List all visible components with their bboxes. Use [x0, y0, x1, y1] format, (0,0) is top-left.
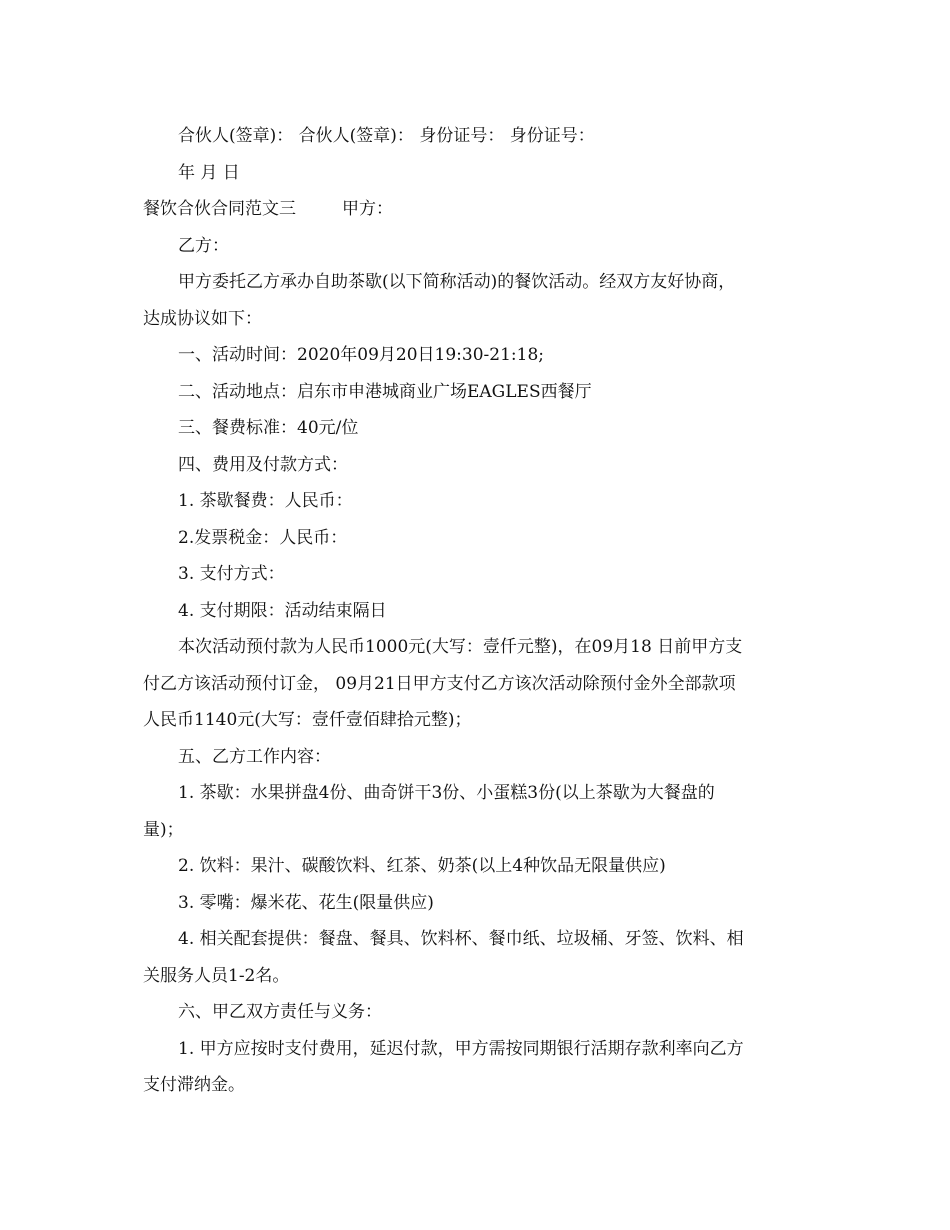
- list-item-continuation: [143, 958, 813, 995]
- clause-text: 二、活动地点：启东市申港城商业广场EAGLES西餐厅: [178, 381, 592, 402]
- list-item-text: 量)；: [143, 819, 184, 840]
- paragraph-text: 本次活动预付款为人民币1000元(大写：壹仟元整)，在09月18 日前甲方支: [178, 637, 743, 657]
- paragraph-line: [143, 301, 813, 338]
- list-item: [143, 556, 813, 593]
- list-item-continuation: [143, 812, 813, 849]
- date-text: 年 月 日: [178, 162, 240, 183]
- clause-text: 六、甲乙双方责任与义务：: [178, 1002, 382, 1022]
- list-item-text: 1. 茶歇餐费：人民币：: [178, 491, 353, 511]
- signature-line: [143, 118, 813, 155]
- list-item-text: 1. 甲方应按时支付费用，延迟付款，甲方需按同期银行活期存款利率向乙方: [178, 1038, 744, 1059]
- list-item: [143, 921, 813, 958]
- section-title: 餐饮合伙合同范文三: [143, 199, 296, 219]
- clause-line: [143, 410, 813, 447]
- clause-text: 四、费用及付款方式：: [178, 454, 348, 475]
- list-item: [143, 1031, 813, 1068]
- paragraph-text: 达成协议如下：: [143, 308, 262, 329]
- clause-heading: [143, 994, 813, 1031]
- list-item-text: 支付滞纳金。: [143, 1075, 245, 1095]
- list-item-continuation: [143, 1067, 813, 1104]
- clause-heading: [143, 739, 813, 776]
- clause-line: [143, 374, 813, 411]
- paragraph-line: [143, 264, 813, 301]
- paragraph-line: [143, 629, 813, 666]
- list-item-text: 4. 支付期限：活动结束隔日: [178, 600, 387, 621]
- list-item-text: 关服务人员1-2名。: [143, 965, 290, 986]
- list-item-text: 4. 相关配套提供：餐盘、餐具、饮料杯、餐巾纸、垃圾桶、牙签、饮料、相: [178, 929, 744, 949]
- party-a-label: 甲方：: [342, 199, 393, 219]
- paragraph-line: [143, 702, 813, 739]
- paragraph-text: 付乙方该活动预付订金， 09月21日甲方支付乙方该次活动除预付金外全部款项: [143, 673, 736, 694]
- signature-text: 合伙人(签章)： 合伙人(签章)： 身份证号： 身份证号：: [178, 126, 595, 146]
- list-item: [143, 848, 813, 885]
- clause-text: 三、餐费标准：40元/位: [178, 418, 359, 438]
- clause-line: [143, 337, 813, 374]
- clause-heading: [143, 447, 813, 484]
- paragraph-line: [143, 666, 813, 703]
- list-item: [143, 775, 813, 812]
- document-body: [143, 118, 813, 1104]
- paragraph-text: 甲方委托乙方承办自助茶歇(以下简称活动)的餐饮活动。经双方友好协商，: [178, 272, 736, 292]
- list-item-text: 2. 饮料：果汁、碳酸饮料、红茶、奶茶(以上4种饮品无限量供应): [178, 856, 666, 876]
- party-b-label: 乙方：: [178, 235, 229, 256]
- section-title-line: [143, 191, 813, 228]
- date-line: [143, 155, 813, 192]
- list-item: [143, 520, 813, 557]
- list-item-text: 2.发票税金：人民币：: [178, 527, 348, 548]
- list-item: [143, 593, 813, 630]
- clause-text: 五、乙方工作内容：: [178, 746, 331, 767]
- list-item: [143, 483, 813, 520]
- party-b-line: [143, 228, 813, 265]
- list-item-text: 3. 零嘴：爆米花、花生(限量供应): [178, 892, 434, 913]
- list-item-text: 1. 茶歇：水果拼盘4份、曲奇饼干3份、小蛋糕3份(以上茶歇为大餐盘的: [178, 783, 715, 803]
- list-item: [143, 885, 813, 922]
- list-item-text: 3. 支付方式：: [178, 564, 285, 584]
- clause-text: 一、活动时间：2020年09月20日19:30-21:18;: [178, 345, 544, 365]
- paragraph-text: 人民币1140元(大写：壹仟壹佰肆拾元整)；: [143, 710, 472, 730]
